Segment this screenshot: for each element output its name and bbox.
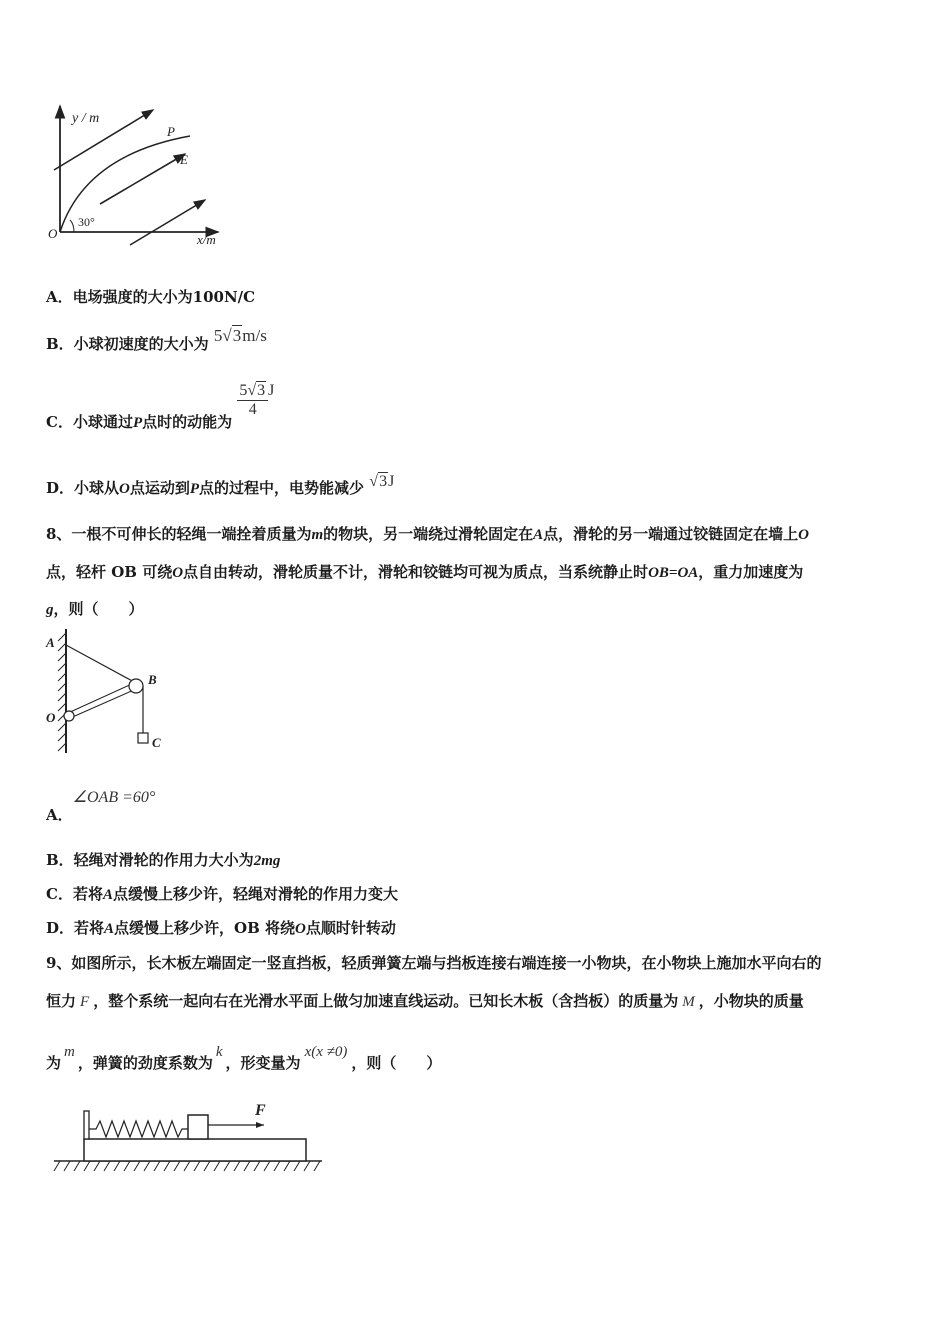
rod-ob-1 <box>68 683 134 713</box>
q8-opt-c-A: A <box>102 887 113 903</box>
field-line-1 <box>54 110 153 170</box>
q8-line-2 <box>46 561 803 582</box>
q8-l1-A: A <box>533 527 544 543</box>
q8-l3-g: g <box>46 602 54 618</box>
q8-opt-d-O: O <box>295 921 306 937</box>
q7-option-b-text: B．小球初速度的大小为 <box>46 335 209 353</box>
field-line-2 <box>100 154 185 204</box>
d-point-p: P <box>189 481 200 497</box>
q9-l3-k: k <box>215 1044 223 1060</box>
c-pre: C．小球通过 <box>46 412 133 431</box>
ground-hatching <box>54 1161 320 1171</box>
q9-l2-b: ，整个系统一起向右在光滑水平面上做匀加速直线运动。已知长木板（含挡板）的质量为 <box>93 992 679 1010</box>
b-coefficient: 5 <box>213 326 223 345</box>
q8-opt-d-A: A <box>104 921 115 937</box>
field-trajectory-figure <box>40 100 240 250</box>
b-sqrt: √3 <box>222 326 242 345</box>
long-board <box>84 1139 306 1161</box>
c-num-coef: 5 <box>239 382 248 399</box>
c-unit: J <box>268 381 275 399</box>
pulley-b <box>129 679 143 693</box>
hinge-o <box>64 711 74 721</box>
force-label: F <box>255 1102 266 1119</box>
q8-opt-b-text: B．轻绳对滑轮的作用力大小为 <box>46 851 254 869</box>
q8-l1-b: 的物块，另一端绕过滑轮固定在 <box>323 525 534 543</box>
q9-line-2 <box>46 990 804 1011</box>
b-radicand: 3 <box>232 326 242 345</box>
q8-opt-c-post: 点缓慢上移少许，轻绳对滑轮的作用力变大 <box>112 885 398 903</box>
q8-opt-d-mid: 点缓慢上移少许，OB 将绕 <box>114 919 295 937</box>
q8-opt-c-pre: C．若将 <box>46 885 103 903</box>
q8-l2-eq: OB=OA <box>648 565 699 581</box>
q8-l2-c: ，重力加速度为 <box>698 563 804 581</box>
q7-option-d <box>46 470 395 497</box>
q9-line-3 <box>46 1040 442 1072</box>
angle-label: 30° <box>78 215 95 229</box>
rope-a-b <box>66 645 136 683</box>
q9-l3-b: ，弹簧的劲度系数为 <box>77 1054 213 1072</box>
q7-option-c <box>46 381 275 431</box>
baffle <box>84 1111 89 1139</box>
d-sqrt: √3 <box>369 473 388 490</box>
c-point-p: P <box>132 414 143 431</box>
d-unit: J <box>388 473 395 490</box>
pulley-figure <box>40 625 180 760</box>
q8-option-d <box>46 917 396 938</box>
q8-opt-a-label: A． <box>46 806 73 824</box>
q9-l3-m: m <box>64 1044 75 1060</box>
q9-l3-d: ，则（ ） <box>351 1054 442 1072</box>
d-post: 点的过程中，电势能减少 <box>199 479 365 497</box>
origin-label: O <box>48 226 58 241</box>
x-axis-label: x/m <box>197 232 216 247</box>
point-p-label: P <box>167 124 175 139</box>
q9-l3-a: 为 <box>46 1054 62 1072</box>
c-radicand: 3 <box>257 382 266 399</box>
field-line-3 <box>130 200 205 245</box>
d-pre: D．小球从 <box>46 479 120 497</box>
q9-l2-M: M <box>682 994 695 1010</box>
q8-opt-d-pre: D．若将 <box>46 919 105 937</box>
label-a: A <box>46 635 55 650</box>
y-axis-label: y / m <box>72 111 100 126</box>
q8-opt-d-post: 点顺时针转动 <box>305 919 396 937</box>
q8-line-3 <box>46 598 144 619</box>
q8-l2-O: O <box>172 565 184 581</box>
small-block <box>188 1115 208 1139</box>
label-b: B <box>148 672 157 687</box>
q7-option-a: A．电场强度的大小为100N/C <box>46 288 256 306</box>
q8-l2-a: 点，轻杆 OB 可绕 <box>46 563 173 581</box>
q9-l2-F: F <box>80 994 90 1010</box>
c-post: 点时的动能为 <box>142 412 233 431</box>
c-fraction <box>237 382 268 419</box>
label-o: O <box>46 710 56 725</box>
q8-l2-b: 点自由转动，滑轮质量不计，滑轮和铰链均可视为质点，当系统静止时 <box>183 563 649 581</box>
q8-l1-a: 8、一根不可伸长的轻绳一端拴着质量为 <box>46 525 312 543</box>
spring <box>89 1121 188 1137</box>
b-unit: m/s <box>242 326 267 345</box>
field-e-label: E <box>180 152 188 167</box>
q8-l1-c: 点，滑轮的另一端通过铰链固定在墙上 <box>543 525 799 543</box>
label-c: C <box>152 735 161 750</box>
q8-l1-O: O <box>798 527 810 543</box>
block-c <box>138 733 148 743</box>
c-sqrt: √3 <box>247 382 266 399</box>
d-value <box>369 473 394 490</box>
q9-l2-a: 恒力 <box>46 992 77 1010</box>
q8-option-a <box>46 786 156 824</box>
q8-line-1 <box>46 523 809 544</box>
q8-l1-m: m <box>311 527 324 543</box>
q8-option-b <box>46 849 280 870</box>
q7-option-b <box>46 326 267 354</box>
spring-board-figure <box>50 1095 330 1180</box>
q7-option-b-value <box>214 326 267 345</box>
q8-opt-a-math: ∠OAB =60° <box>72 789 156 806</box>
c-denominator: 4 <box>248 401 257 418</box>
d-mid: 点运动到 <box>129 479 190 497</box>
q9-l3-c: ，形变量为 <box>225 1054 301 1072</box>
q8-l3-b: ，则（ ） <box>53 600 144 618</box>
q8-opt-b-val: 2mg <box>253 853 281 869</box>
wall-hatching <box>58 633 66 751</box>
d-point-o: O <box>119 481 130 497</box>
angle-arc <box>70 220 74 232</box>
q9-line-1: 9、如图所示，长木板左端固定一竖直挡板，轻质弹簧左端与挡板连接右端连接一小物块，在小物块上施加水平向右的 <box>46 954 822 972</box>
q9-l3-x: x(x ≠0) <box>304 1044 348 1060</box>
q9-l2-c: ，小物块的质量 <box>698 992 804 1010</box>
q8-option-c <box>46 883 398 904</box>
d-radicand: 3 <box>379 473 388 490</box>
rod-ob-2 <box>68 689 136 719</box>
force-arrow-head <box>256 1122 264 1128</box>
